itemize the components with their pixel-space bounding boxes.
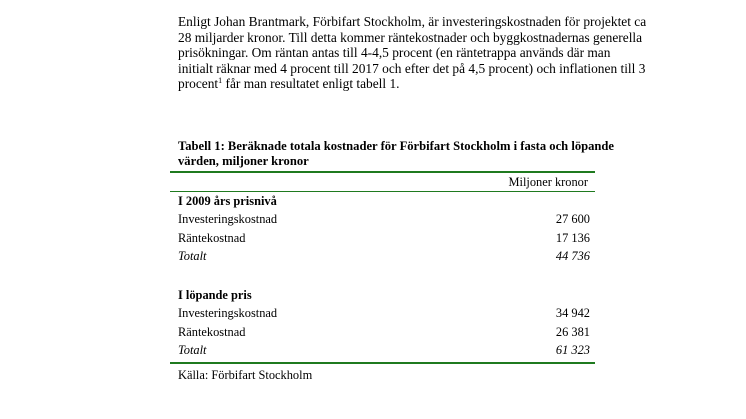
table-bottom-rule (170, 362, 595, 364)
table-source: Källa: Förbifart Stockholm (178, 368, 313, 382)
paragraph-tail: får man resultatet enligt tabell 1. (222, 76, 400, 92)
total-value: 44 736 (555, 249, 590, 263)
total-label: Totalt (178, 343, 207, 357)
section-title: I 2009 års prisnivå (178, 194, 277, 208)
row-label: Investeringskostnad (178, 306, 278, 320)
section-heading (178, 193, 590, 209)
table-row (178, 324, 590, 340)
table-row (178, 305, 590, 321)
table-row (178, 211, 590, 227)
row-label: Räntekostnad (178, 231, 246, 245)
paragraph-text: Enligt Johan Brantmark, Förbifart Stockholm, är investeringskostnaden för projektet ca 28 miljarder kronor. Till detta kommer räntekostnader och byggkostnadernas generella prisökningar. Om räntan antas till 4-4,5 procent (en räntetrappa används där man initialt räknar med 4 procent till 2017 och efter det på 4,5 procent) och inflationen till 3 procent (178, 14, 647, 92)
column-header: Miljoner kronor (508, 175, 588, 189)
row-value: 34 942 (555, 306, 590, 320)
table-caption: Tabell 1: Beräknade totala kostnader för Förbifart Stockholm i fasta och löpande värden, miljoner kronor (178, 139, 615, 169)
row-label: Investeringskostnad (178, 212, 278, 226)
total-value: 61 323 (555, 343, 590, 357)
section-title: I löpande pris (178, 288, 252, 302)
header-rule (170, 191, 595, 192)
table-top-rule (170, 171, 595, 173)
total-label: Totalt (178, 249, 207, 263)
total-row (178, 248, 590, 264)
row-value: 27 600 (555, 212, 590, 226)
total-row (178, 342, 590, 358)
row-value: 17 136 (555, 231, 590, 245)
footnote-marker: 1 (218, 76, 223, 86)
row-value: 26 381 (555, 325, 590, 339)
row-label: Räntekostnad (178, 325, 246, 339)
body-paragraph (178, 14, 648, 92)
section-heading (178, 287, 590, 303)
table-row (178, 230, 590, 246)
